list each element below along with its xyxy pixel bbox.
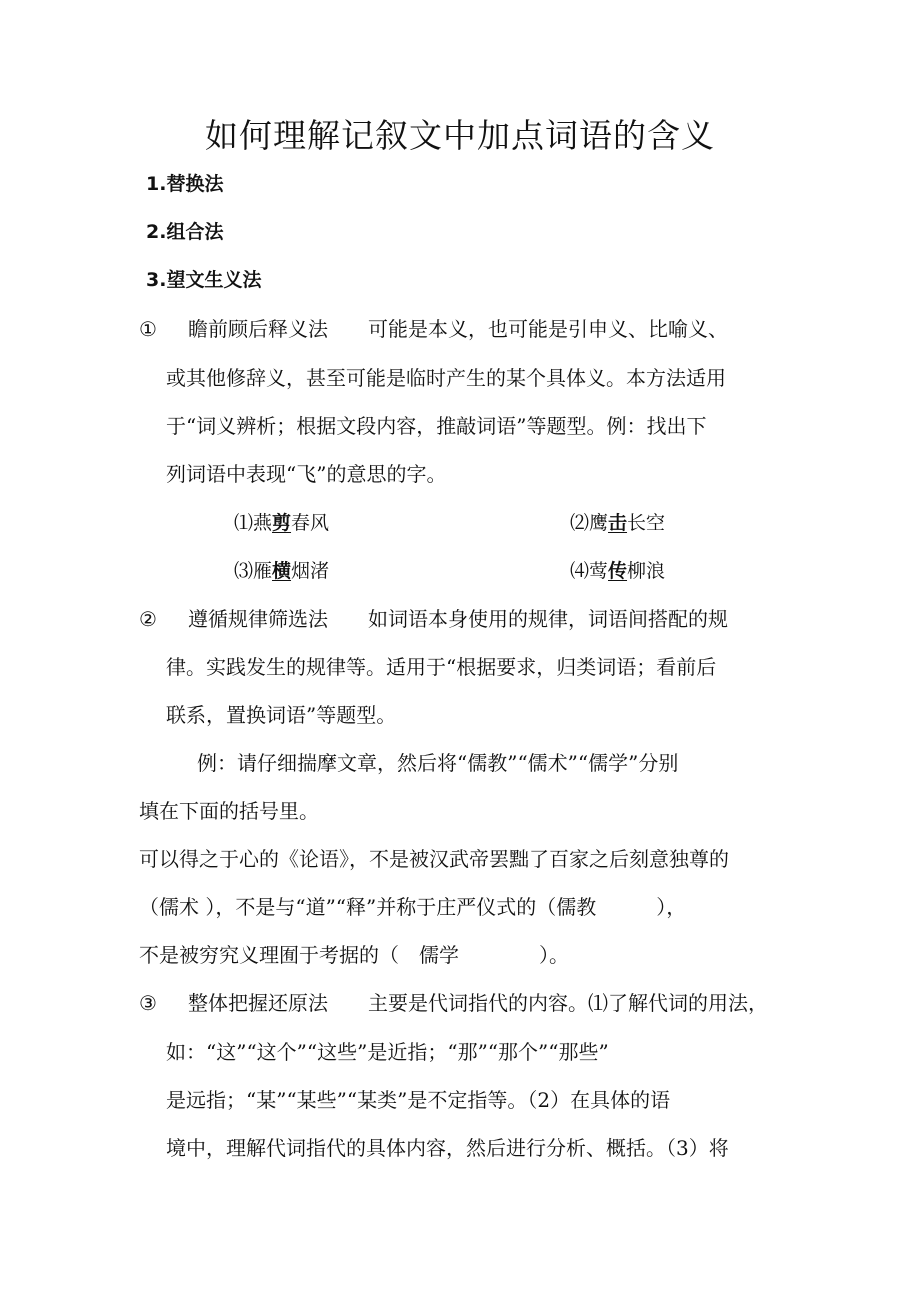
heading-literal-method: 3.望文生义法 — [146, 269, 262, 291]
method3-marker: ③ — [139, 991, 157, 1015]
method1-line-2: 或其他修辞义，甚至可能是临时产生的某个具体义。本方法适用 — [166, 366, 726, 390]
example-item-suffix: 烟渚 — [291, 560, 330, 582]
method2-line-1: 遵循规律筛选法 如词语本身使用的规律，词语间搭配的规 — [188, 607, 728, 631]
method1-line-1: 瞻前顾后释义法 可能是本义，也可能是引申义、比喻义、 — [188, 317, 728, 341]
method1-line-3: 于“词义辨析；根据文段内容，推敲词语”等题型。例：找出下 — [166, 414, 707, 438]
method2-example-line-5: 不是被穷究义理囿于考据的（ 儒学 ）。 — [139, 943, 569, 967]
heading-combine-method: 2.组合法 — [146, 221, 224, 243]
dotted-character: 横 — [272, 560, 292, 582]
dotted-character: 传 — [608, 560, 628, 582]
method1-line-4: 列词语中表现“飞”的意思的字。 — [166, 462, 447, 486]
dotted-character: 剪 — [272, 512, 292, 534]
example-item-4 — [570, 556, 665, 586]
example-item-1 — [234, 508, 329, 538]
method2-example-line-1: 例：请仔细揣摩文章，然后将“儒教”“儒术”“儒学”分别 — [197, 751, 679, 775]
example-item-suffix: 柳浪 — [627, 560, 666, 582]
example-item-prefix: ⑶雁 — [234, 560, 273, 582]
example-item-suffix: 长空 — [627, 512, 666, 534]
page-title: 如何理解记叙文中加点词语的含义 — [205, 116, 715, 155]
example-item-prefix: ⑴燕 — [234, 512, 273, 534]
example-item-3 — [234, 556, 329, 586]
heading-replace-method: 1.替换法 — [146, 173, 224, 195]
method3-line-4: 境中，理解代词指代的具体内容，然后进行分析、概括。（3）将 — [166, 1136, 729, 1160]
example-item-2 — [570, 508, 665, 538]
method2-line-2: 律。实践发生的规律等。适用于“根据要求，归类词语；看前后 — [166, 655, 717, 679]
method2-example-line-4: （儒术 ），不是与“道”“释”并称于庄严仪式的（儒教 ）， — [139, 895, 687, 919]
example-item-prefix: ⑵鹰 — [570, 512, 609, 534]
method3-line-3: 是远指；“某”“某些”“某类”是不定指等。（2）在具体的语 — [166, 1088, 671, 1112]
method1-marker: ① — [139, 317, 157, 341]
method3-line-1: 整体把握还原法 主要是代词指代的内容。⑴了解代词的用法， — [188, 991, 768, 1015]
method2-example-line-3: 可以得之于心的《论语》，不是被汉武帝罢黜了百家之后刻意独尊的 — [139, 847, 729, 871]
method2-line-3: 联系，置换词语”等题型。 — [166, 703, 397, 727]
method2-marker: ② — [139, 607, 157, 631]
method2-example-line-2: 填在下面的括号里。 — [139, 799, 319, 823]
dotted-character: 击 — [608, 512, 628, 534]
example-item-prefix: ⑷莺 — [570, 560, 609, 582]
method3-line-2: 如：“这”“这个”“这些”是近指；“那”“那个”“那些” — [166, 1040, 609, 1064]
example-item-suffix: 春风 — [291, 512, 330, 534]
